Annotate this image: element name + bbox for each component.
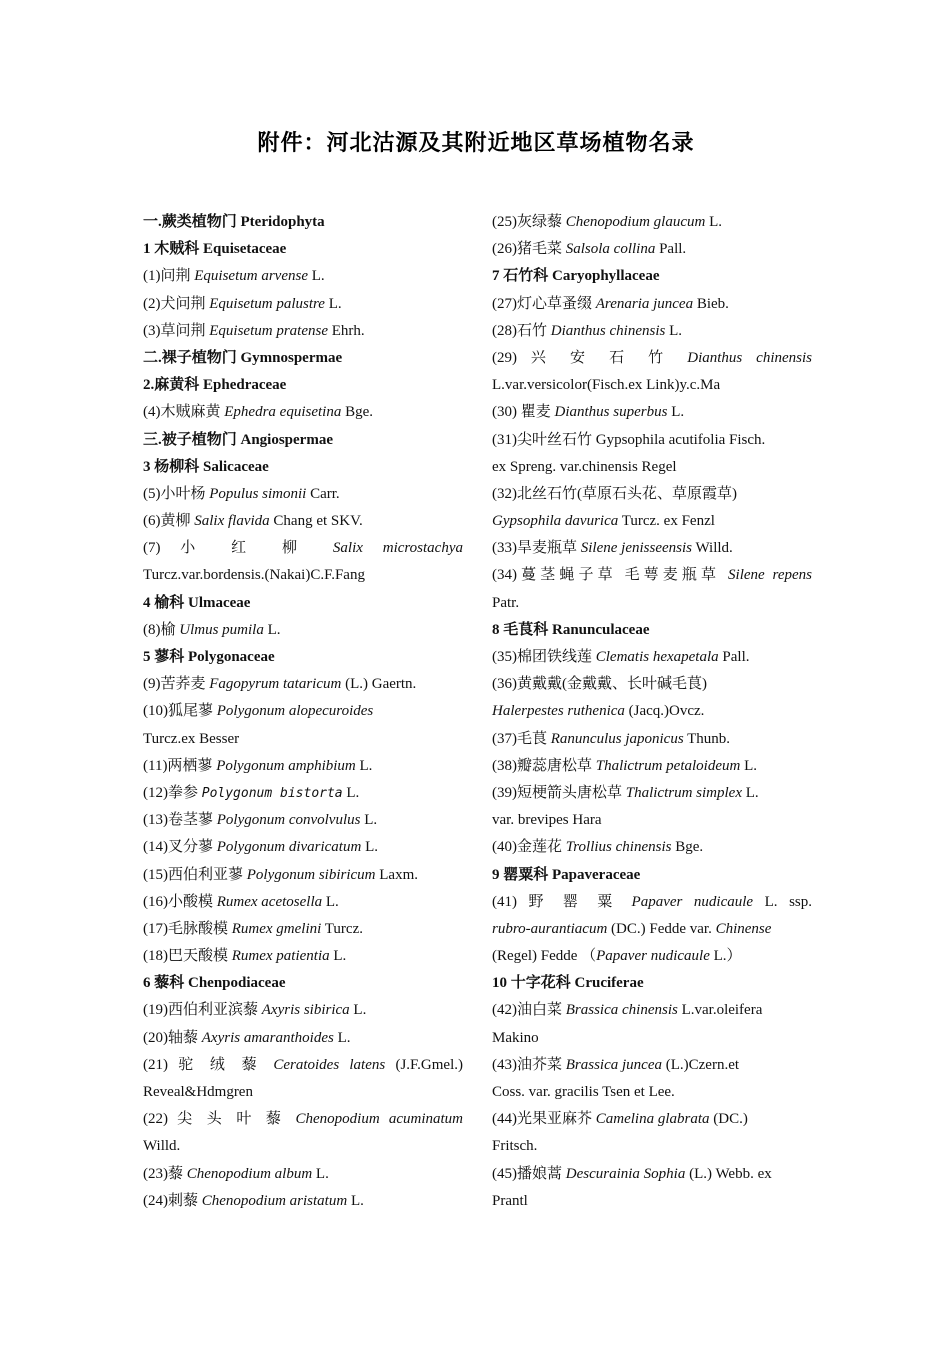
species-entry	[143, 1052, 463, 1079]
scientific-name: Polygonum sibiricum	[246, 866, 376, 883]
section-heading	[143, 590, 463, 617]
species-entry	[143, 617, 463, 644]
entry-text: 5 蓼科 Polygonaceae	[143, 649, 275, 665]
scientific-name: Dianthus superbus	[554, 404, 668, 421]
entry-text: Bieb.	[693, 295, 729, 312]
entry-text: L.	[307, 268, 325, 285]
entry-text: Pall.	[718, 649, 750, 665]
entry-text: Chang et SKV.	[269, 513, 363, 530]
species-entry	[143, 318, 463, 345]
entry-text: (2)犬问荆	[143, 295, 210, 312]
entry-text: Patr.	[492, 594, 520, 611]
section-heading	[492, 617, 812, 644]
scientific-name: Salix	[332, 540, 363, 557]
entry-text: L.	[360, 812, 378, 829]
entry-text: Willd.	[691, 540, 733, 557]
entry-text: (41) 野 罂 粟	[492, 893, 632, 910]
entry-text: (L.) Webb. ex	[685, 1165, 772, 1182]
species-entry	[143, 916, 463, 943]
scientific-name: Silene jenisseensis	[580, 540, 692, 557]
entry-text: Prantl	[492, 1192, 528, 1209]
entry-text	[742, 350, 756, 366]
scientific-name: Equisetum pratense	[209, 322, 328, 339]
entry-text: (25)灰绿藜	[492, 214, 566, 230]
scientific-name: Rumex gmelini	[231, 920, 322, 937]
scientific-name: Brassica juncea	[565, 1056, 662, 1073]
species-entry	[492, 889, 812, 916]
entry-text: 4 榆科 Ulmaceae	[143, 594, 251, 611]
species-entry	[492, 318, 812, 345]
species-entry	[492, 916, 812, 943]
species-entry	[492, 1161, 812, 1188]
species-entry	[143, 726, 463, 753]
scientific-name: Ulmus pumila	[179, 621, 264, 638]
scientific-name: Brassica chinensis	[565, 1002, 678, 1019]
scientific-name: microstachya	[382, 540, 463, 557]
entry-text: (16)小酸模	[143, 893, 217, 910]
species-entry	[492, 590, 812, 617]
scientific-name: Silene repens	[728, 567, 812, 584]
scientific-name: Ceratoides latens	[273, 1056, 386, 1073]
entry-text: (34)蔓茎蝇子草 毛萼麦瓶草	[492, 567, 729, 584]
entry-text: Carr.	[306, 485, 340, 502]
entry-text: L.）	[709, 948, 742, 965]
scientific-name: Rumex patientia	[231, 948, 330, 965]
entry-text: var. brevipes Hara	[492, 812, 602, 829]
entry-text: (7) 小 红 柳	[143, 540, 333, 557]
entry-text: 2.麻黄科 Ephedraceae	[143, 377, 287, 394]
entry-text: (40)金莲花	[492, 839, 566, 856]
scientific-name: Polygonum convolvulus	[216, 812, 361, 829]
scientific-name: Ephedra equisetina	[224, 404, 342, 421]
species-entry	[492, 236, 812, 263]
scientific-name: chinensis	[756, 349, 812, 366]
species-entry	[143, 1161, 463, 1188]
species-entry	[143, 889, 463, 916]
entry-text: (36)黄戴戴(金戴戴、长叶碱毛茛)	[492, 676, 707, 693]
entry-text: 1 木贼科 Equisetaceae	[143, 241, 287, 258]
entry-text: 一.蕨类植物门 Pteridophyta	[143, 214, 325, 230]
entry-text: Thunb.	[683, 730, 731, 747]
entry-text: L.	[665, 322, 683, 339]
entry-text: (23)藜	[143, 1165, 187, 1182]
entry-text: Fritsch.	[492, 1138, 538, 1155]
entry-text: (11)两栖蓼	[143, 757, 217, 774]
entry-text: (43)油芥菜	[492, 1056, 566, 1073]
section-heading	[143, 345, 463, 372]
section-heading	[492, 263, 812, 290]
species-entry	[492, 997, 812, 1024]
entry-text: L.	[742, 784, 759, 801]
entry-text: Ehrh.	[327, 322, 365, 339]
entry-text: 6 藜科 Chenpodiaceae	[143, 975, 286, 992]
entry-text: L.	[324, 295, 342, 312]
species-entry	[143, 1025, 463, 1052]
entry-text: (39)短梗箭头唐松草	[492, 784, 626, 801]
scientific-name: Dianthus chinensis	[550, 322, 666, 339]
entry-text: (17)毛脉酸模	[143, 920, 232, 937]
scientific-name: Polygonum divaricatum	[216, 839, 362, 856]
entry-text: L.	[263, 621, 281, 638]
entry-text: L.	[342, 784, 360, 801]
scientific-name: rubro-aurantiacum	[492, 920, 608, 937]
entry-text: L.	[667, 404, 685, 421]
section-heading	[492, 862, 812, 889]
entry-text: (DC.)	[709, 1111, 748, 1128]
scientific-name: Dianthus	[687, 349, 743, 366]
species-entry	[492, 209, 812, 236]
section-heading	[143, 644, 463, 671]
entry-text: (45)播娘蒿	[492, 1165, 566, 1182]
entry-text: (30) 瞿麦	[492, 404, 555, 421]
entry-text: 10 十字花科 Cruciferae	[492, 975, 644, 992]
section-heading	[143, 427, 463, 454]
scientific-name: Chenopodium album	[186, 1165, 313, 1182]
entry-text: Turcz.	[321, 920, 363, 937]
scientific-name: Halerpestes ruthenica	[492, 703, 625, 720]
entry-text: (L.)Czern.et	[661, 1056, 740, 1073]
entry-text: (8)榆	[143, 621, 180, 638]
right-column	[492, 209, 812, 1215]
species-entry	[492, 671, 812, 698]
species-entry	[143, 753, 463, 780]
scientific-name: Equisetum palustre	[209, 295, 325, 312]
entry-text: L.	[740, 757, 757, 774]
species-entry	[143, 508, 463, 535]
scientific-name: Arenaria juncea	[595, 295, 694, 312]
entry-text: Laxm.	[375, 866, 418, 883]
species-entry	[143, 263, 463, 290]
species-entry	[143, 698, 463, 725]
entry-text: (14)叉分蓼	[143, 839, 217, 856]
entry-text: 3 杨柳科 Salicaceae	[143, 458, 269, 475]
entry-text: (Jacq.)Ovcz.	[624, 703, 705, 720]
species-entry	[143, 562, 463, 589]
entry-text	[363, 540, 383, 556]
species-entry	[492, 1052, 812, 1079]
entry-text: (28)石竹	[492, 322, 551, 339]
scientific-name: Chenopodium acuminatum	[295, 1111, 463, 1128]
scientific-name: Clematis hexapetala	[595, 649, 719, 665]
scientific-name: Polygonum amphibium	[216, 757, 356, 774]
entry-text: Turcz. ex Fenzl	[618, 513, 715, 530]
entry-text: Bge.	[341, 404, 373, 421]
entry-text: (J.F.Gmel.)	[385, 1056, 463, 1073]
entry-text: 7 石竹科 Caryophyllaceae	[492, 268, 660, 285]
species-entry	[492, 834, 812, 861]
entry-text: (18)巴天酸模	[143, 948, 232, 965]
scientific-name: Descurainia Sophia	[565, 1165, 686, 1182]
entry-text: (20)轴藜	[143, 1029, 202, 1046]
section-heading	[492, 970, 812, 997]
species-entry	[492, 562, 812, 589]
species-entry	[143, 834, 463, 861]
species-entry	[143, 997, 463, 1024]
scientific-name: Gypsophila davurica	[492, 513, 619, 530]
entry-text: (33)旱麦瓶草	[492, 540, 581, 557]
section-heading	[143, 209, 463, 236]
species-entry	[143, 1133, 463, 1160]
entry-text: (Regel) Fedde （	[492, 948, 597, 965]
entry-text: Bge.	[671, 839, 704, 856]
entry-text: (6)黄柳	[143, 513, 195, 530]
species-entry	[492, 753, 812, 780]
species-entry	[143, 1188, 463, 1215]
entry-text: Turcz.var.bordensis.(Nakai)C.F.Fang	[143, 567, 365, 584]
species-entry	[492, 1106, 812, 1133]
scientific-name: Fagopyrum tataricum	[209, 676, 342, 693]
species-entry	[143, 862, 463, 889]
entry-text: (27)灯心草蚤缀	[492, 295, 596, 312]
entry-text: (19)西伯利亚滨藜	[143, 1002, 262, 1019]
entry-text: L.	[349, 1002, 367, 1019]
page-title: 附件：河北沽源及其附近地区草场植物名录	[257, 130, 695, 156]
entry-text: L.	[355, 757, 373, 774]
species-entry	[143, 943, 463, 970]
entry-text: Turcz.ex Besser	[143, 730, 240, 747]
scientific-name: Equisetum arvense	[194, 268, 308, 285]
scientific-name: Axyris sibirica	[261, 1002, 350, 1019]
entry-text: (26)猪毛菜	[492, 241, 566, 258]
species-entry	[492, 644, 812, 671]
scientific-name: Papaver nudicaule	[631, 893, 754, 910]
scientific-name: Camelina glabrata	[595, 1111, 710, 1128]
species-entry	[492, 535, 812, 562]
entry-text: (1)问荆	[143, 268, 195, 285]
species-entry	[143, 399, 463, 426]
entry-text: 二.裸子植物门 Gymnospermae	[143, 349, 343, 366]
entry-text: (5)小叶杨	[143, 485, 210, 502]
species-entry	[143, 780, 463, 807]
entry-text: Reveal&Hdmgren	[143, 1084, 253, 1100]
entry-text: Coss. var. gracilis Tsen et Lee.	[492, 1084, 675, 1100]
scientific-name: Polygonum bistorta	[201, 785, 343, 801]
species-entry	[492, 1079, 812, 1106]
species-entry	[492, 508, 812, 535]
species-entry	[492, 807, 812, 834]
species-entry	[492, 943, 812, 970]
species-entry	[143, 535, 463, 562]
scientific-name: Salsola collina	[565, 241, 656, 258]
scientific-name: Axyris amaranthoides	[201, 1029, 334, 1046]
species-entry	[492, 427, 812, 454]
species-entry	[492, 780, 812, 807]
entry-text: L.	[312, 1165, 329, 1182]
entry-text: (L.) Gaertn.	[341, 676, 417, 693]
species-entry	[492, 481, 812, 508]
section-heading	[143, 236, 463, 263]
entry-text: (15)西伯利亚蓼	[143, 866, 247, 883]
species-entry	[492, 291, 812, 318]
entry-text: (4)木贼麻黄	[143, 404, 225, 421]
species-entry	[143, 481, 463, 508]
section-heading	[143, 970, 463, 997]
entry-text: (42)油白菜	[492, 1002, 566, 1019]
species-entry	[492, 454, 812, 481]
entry-text: 9 罂粟科 Papaveraceae	[492, 866, 641, 883]
species-entry	[143, 1106, 463, 1133]
species-entry	[492, 372, 812, 399]
entry-text: (24)刺藜	[143, 1192, 202, 1209]
section-heading	[143, 454, 463, 481]
entry-text: L.	[347, 1192, 364, 1209]
entry-text: (DC.) Fedde var.	[607, 920, 716, 937]
entry-text: (22) 尖 头 叶 藜	[143, 1111, 296, 1128]
entry-text: (12)拳参	[143, 784, 202, 801]
species-entry	[492, 1025, 812, 1052]
entry-text: L.var.versicolor(Fisch.ex Link)y.c.Ma	[492, 377, 721, 394]
scientific-name: Chenopodium aristatum	[201, 1192, 348, 1209]
scientific-name: Ranunculus japonicus	[550, 730, 684, 747]
entry-text: L.	[322, 893, 339, 910]
species-entry	[143, 1079, 463, 1106]
scientific-name: Papaver nudicaule	[596, 948, 710, 965]
entry-text: (37)毛茛	[492, 730, 551, 747]
entry-text: (9)苦荞麦	[143, 676, 210, 693]
species-entry	[492, 1133, 812, 1160]
entry-text: (32)北丝石竹(草原石头花、草原霞草)	[492, 485, 737, 502]
entry-text: (10)狐尾蓼	[143, 703, 217, 720]
entry-text: 三.被子植物门 Angiospermae	[143, 431, 333, 448]
entry-text: (13)卷茎蓼	[143, 812, 217, 829]
entry-text: L.	[361, 839, 378, 856]
scientific-name: Thalictrum simplex	[625, 784, 742, 801]
scientific-name: Chinense	[715, 920, 772, 937]
entry-text: (35)棉团铁线莲	[492, 649, 596, 665]
species-entry	[492, 399, 812, 426]
left-column	[143, 209, 463, 1215]
entry-text: Pall.	[655, 241, 687, 258]
species-entry	[143, 291, 463, 318]
species-entry	[492, 726, 812, 753]
entry-text: 8 毛茛科 Ranunculaceae	[492, 621, 650, 638]
section-heading	[143, 372, 463, 399]
entry-text: L. ssp.	[753, 893, 812, 910]
entry-text: ex Spreng. var.chinensis Regel	[492, 458, 677, 475]
entry-text: (38)瓣蕊唐松草	[492, 757, 596, 774]
entry-text: (44)光果亚麻芥	[492, 1111, 596, 1128]
scientific-name: Salix flavida	[194, 513, 270, 530]
entry-text: L.	[333, 1029, 351, 1046]
entry-text: (29) 兴 安 石 竹	[492, 349, 688, 366]
scientific-name: Thalictrum petaloideum	[595, 757, 741, 774]
scientific-name: Trollius chinensis	[565, 839, 672, 856]
entry-text: (31)尖叶丝石竹 Gypsophila acutifolia Fisch.	[492, 431, 766, 448]
species-entry	[492, 1188, 812, 1215]
species-entry	[492, 345, 812, 372]
species-entry	[492, 698, 812, 725]
entry-text: (21) 驼 绒 藜	[143, 1056, 274, 1073]
entry-text: Makino	[492, 1029, 539, 1046]
entry-text: Willd.	[143, 1138, 181, 1155]
scientific-name: Polygonum alopecuroides	[216, 703, 374, 720]
entry-text: (3)草问荆	[143, 322, 210, 339]
scientific-name: Rumex acetosella	[216, 893, 323, 910]
entry-text: L.	[329, 948, 347, 965]
scientific-name: Populus simonii	[209, 485, 307, 502]
species-entry	[143, 671, 463, 698]
species-entry	[143, 807, 463, 834]
entry-text: L.var.oleifera	[677, 1002, 763, 1019]
entry-text: L.	[705, 214, 722, 230]
scientific-name: Chenopodium glaucum	[565, 214, 706, 230]
